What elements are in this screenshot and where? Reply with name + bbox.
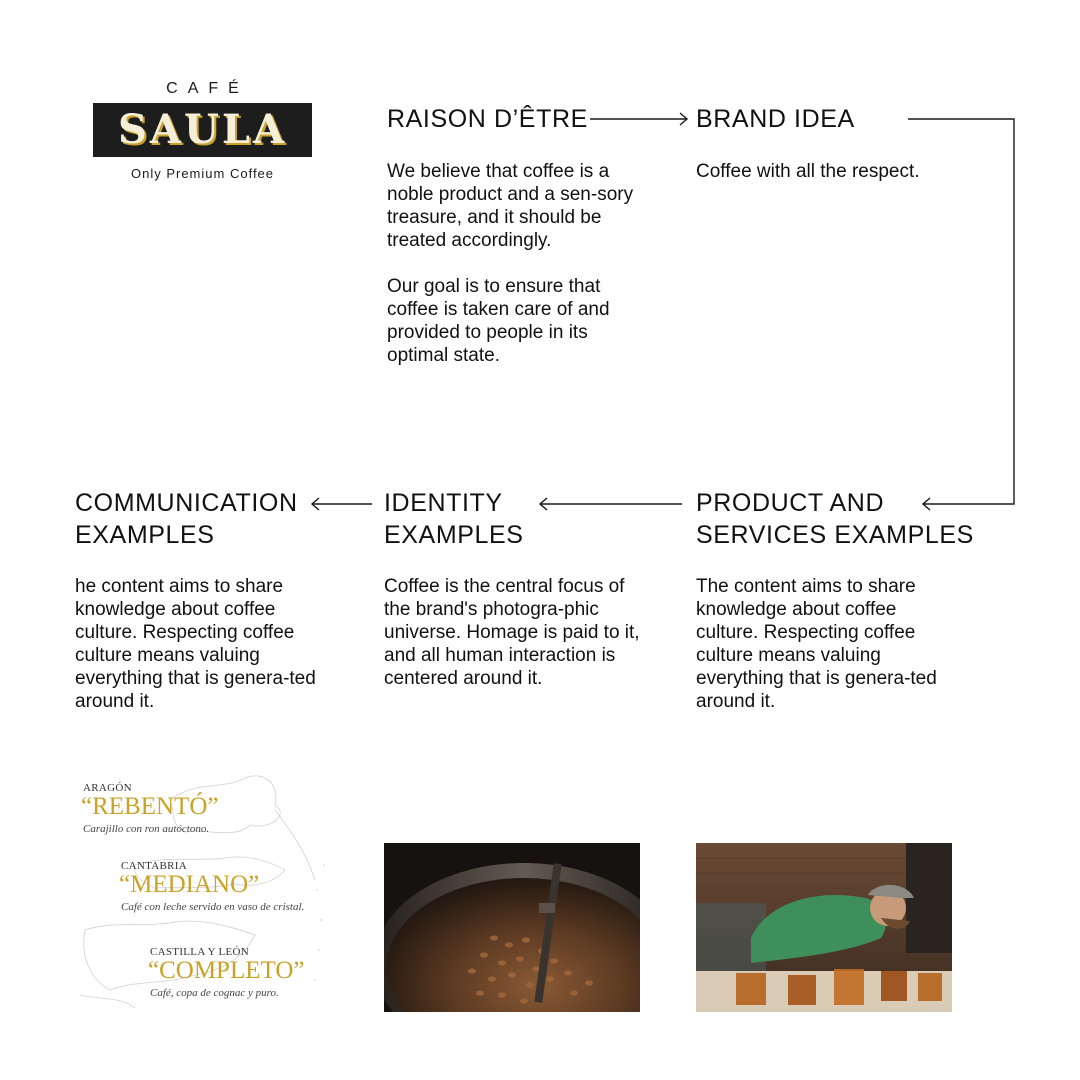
identity-text: Coffee is the central focus of the brand's photogra-phic universe. Homage is paid to it, and all human interaction is centered around it.	[384, 576, 640, 689]
drink-name-rebento: “REBENTÓ”	[81, 793, 219, 820]
region-label-cantabria: CANTABRIA	[121, 860, 187, 872]
communication-heading-line-2: EXAMPLES	[75, 521, 215, 549]
raison-paragraph-2: Our goal is to ensure that coffee is taken care of and provided to people in its optimal state.	[387, 276, 610, 366]
identity-heading-line-2: EXAMPLES	[384, 521, 524, 549]
cafe-saula-logo	[93, 80, 312, 186]
drink-desc-completo: Café, copa de cognac y puro.	[150, 987, 279, 999]
communication-heading-line-1: COMMUNICATION	[75, 489, 298, 517]
arrowhead-brand	[680, 113, 687, 125]
brand-idea-heading: BRAND IDEA	[696, 105, 855, 133]
raison-paragraph-1: We believe that coffee is a noble product and a sen-sory treasure, and it should be treated accordingly.	[387, 161, 634, 251]
raison-heading: RAISON D’ÊTRE	[387, 105, 588, 133]
logo-cafe-label: CAFÉ	[166, 80, 249, 97]
identity-coffee-roaster-photo	[384, 843, 640, 1012]
drink-name-mediano: “MEDIANO”	[119, 871, 260, 898]
barista-illustration	[696, 843, 952, 1012]
arrowhead-identity	[540, 498, 547, 510]
region-label-aragon: ARAGÓN	[83, 782, 132, 794]
identity-heading-line-1: IDENTITY	[384, 489, 503, 517]
drink-name-completo: “COMPLETO”	[148, 957, 305, 984]
product-barista-cupping-photo	[696, 843, 952, 1012]
communication-heading	[75, 487, 298, 551]
communication-text: he content aims to share knowledge about coffee culture. Respecting coffee culture means valuing everything that is genera-ted around it.	[75, 576, 316, 712]
drink-desc-rebento: Carajillo con ron autóctono.	[83, 823, 210, 835]
logo-tagline: Only Premium Coffee	[130, 166, 275, 181]
region-label-castilla: CASTILLA Y LEÓN	[150, 946, 250, 958]
identity-heading	[384, 487, 524, 551]
coffee-beans-illustration	[384, 843, 640, 1012]
product-heading-line-1: PRODUCT AND	[696, 489, 885, 517]
arrowhead-communication	[312, 498, 319, 510]
brand-idea-text: Coffee with all the respect.	[696, 161, 920, 182]
raison-text	[387, 160, 652, 367]
communication-map-image	[75, 770, 330, 1015]
product-text: The content aims to share knowledge about coffee culture. Respecting coffee culture means valuing everything that is genera-ted around it.	[696, 576, 937, 712]
product-heading-line-2: SERVICES EXAMPLES	[696, 521, 974, 549]
logo-wordmark-box	[93, 103, 312, 157]
drink-desc-mediano: Café con leche servido en vaso de cristal.	[121, 901, 305, 913]
product-heading	[696, 487, 974, 551]
logo-wordmark: SAULA	[118, 106, 287, 153]
